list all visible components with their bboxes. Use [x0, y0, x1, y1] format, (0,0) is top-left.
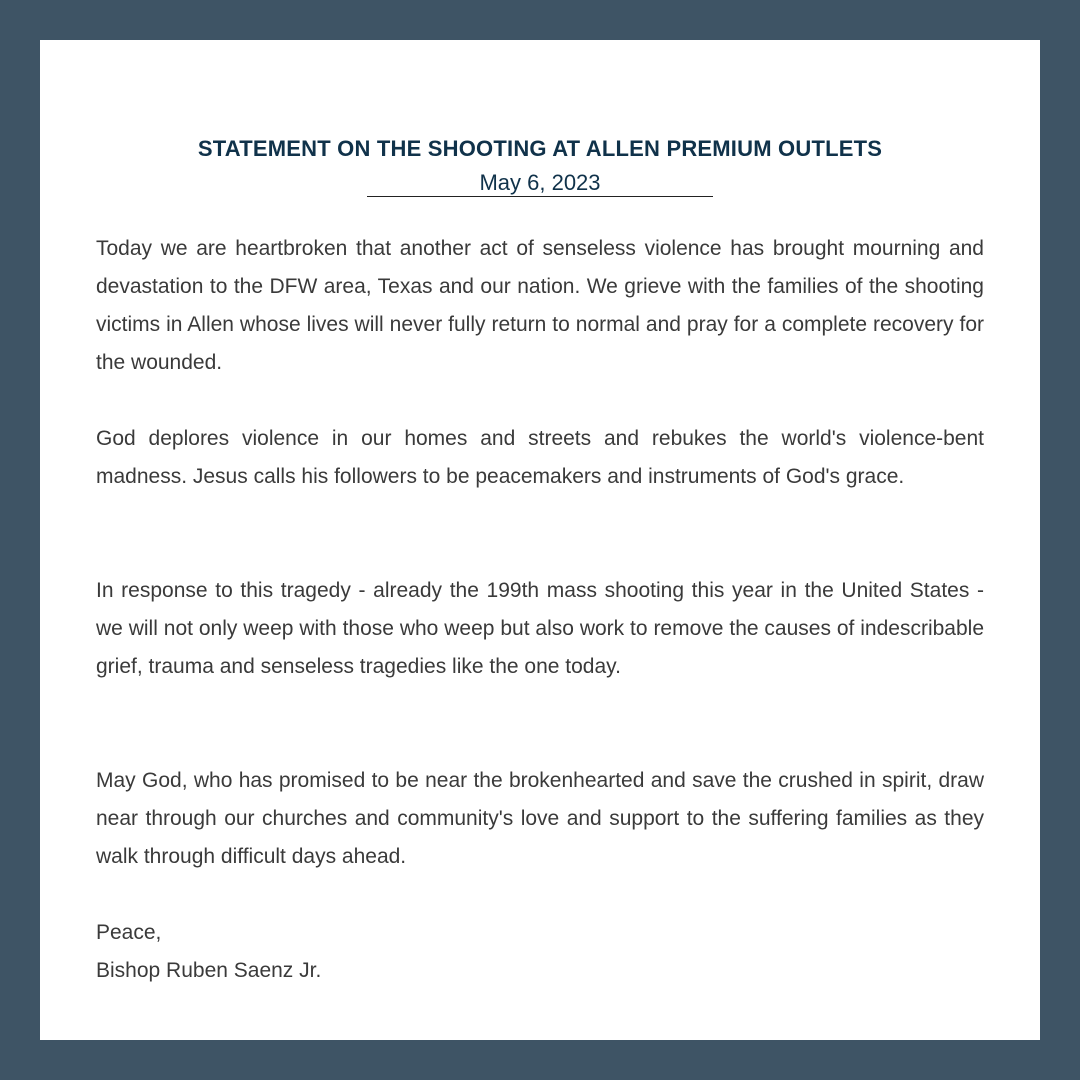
- paragraph-4: May God, who has promised to be near the brokenhearted and save the crushed in spirit, draw near through our churches and community's love and support to the suffering families as they walk through difficult days ahead.: [96, 769, 984, 868]
- statement-date: May 6, 2023: [479, 170, 601, 195]
- paragraph-3: In response to this tragedy - already the 199th mass shooting this year in the United States - we will not only weep with those who weep but also work to remove the causes of indescribable grief, trauma and senseless tragedies like the one today.: [96, 579, 984, 678]
- statement-card: [40, 40, 1040, 1040]
- closing-block: [96, 914, 984, 990]
- closing-salutation: Peace,: [96, 921, 162, 944]
- paragraph-2: God deplores violence in our homes and streets and rebukes the world's violence-bent madness. Jesus calls his followers to be peacemakers and instruments of God's grace.: [96, 427, 984, 488]
- paragraph-1: Today we are heartbroken that another act of senseless violence has brought mourning and devastation to the DFW area, Texas and our nation. We grieve with the families of the shooting victims in Allen whose lives will never fully return to normal and pray for a complete recovery for the wounded.: [96, 237, 984, 374]
- signature: Bishop Ruben Saenz Jr.: [96, 959, 322, 982]
- statement-title: STATEMENT ON THE SHOOTING AT ALLEN PREMIUM OUTLETS: [197, 136, 883, 161]
- divider: [367, 196, 713, 197]
